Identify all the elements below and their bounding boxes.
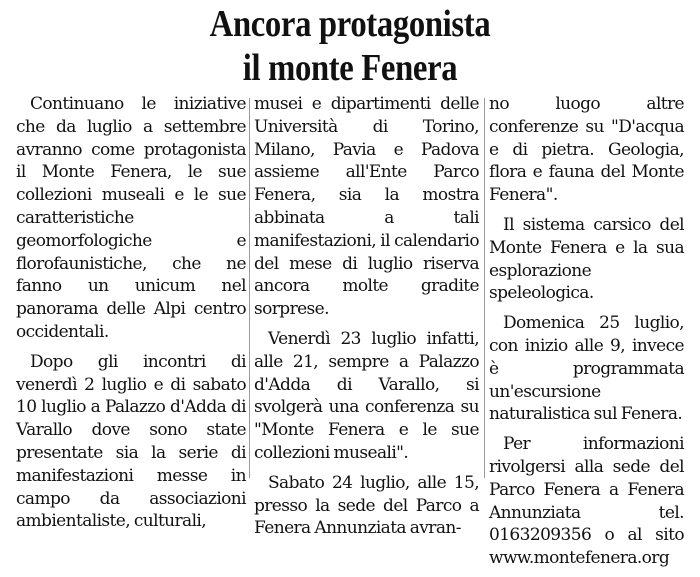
paragraph: Per informazioni rivolgersi alla sede del Parco Fenera a Fenera Annunziata tel. 0163209356 o al sito www.montefenera.org [489, 434, 684, 569]
article-headline [49, 2, 651, 90]
paragraph: Domenica 25 luglio, con inizio alle 9, invece è programmata un'escursione naturalistica sul Fenera. [489, 313, 684, 425]
column-3 [489, 93, 684, 577]
column-divider [249, 98, 250, 478]
column-2 [254, 93, 479, 547]
paragraph: Sabato 24 luglio, alle 15, presso la sede del Parco a Fenera Annunziata avran- [254, 472, 479, 539]
paragraph: Dopo gli incontri di venerdì 2 luglio e di sabato 10 luglio a Palazzo d'Adda di Varallo dove sono state presentate sia la serie di manifestazioni messe in campo da associazioni ambientaliste, culturali, [16, 351, 246, 532]
headline-line-2: il monte Fenera [242, 47, 458, 89]
column-1 [16, 93, 246, 540]
paragraph: no luogo altre conferenze su "D'acqua e di pietra. Geologia, flora e fauna del Monte Fenera". [489, 94, 684, 206]
paragraph: Il sistema carsico del Monte Fenera e la sua esplorazione speleologica. [489, 214, 684, 304]
paragraph: Venerdì 23 luglio infatti, alle 21, sempre a Palazzo d'Adda di Varallo, si svolgerà una conferenza su "Monte Fenera e le sue collezioni museali". [254, 328, 479, 463]
column-divider [484, 98, 485, 478]
headline-line-1: Ancora protagonista [209, 3, 491, 45]
paragraph: Continuano le iniziative che da luglio a settembre avranno come protagonista il Monte Fenera, le sue collezioni museali e le sue caratteristiche geomorfologiche e florofaunistiche, che ne fanno un unicum nel panorama delle Alpi centro occidentali. [16, 94, 246, 342]
paragraph: musei e dipartimenti delle Università di Torino, Milano, Pavia e Padova assieme all'Ente Parco Fenera, sia la mostra abbinata a tali manifestazioni, il calendario del mese di luglio riserva ancora molte gradite sorprese. [254, 94, 479, 320]
